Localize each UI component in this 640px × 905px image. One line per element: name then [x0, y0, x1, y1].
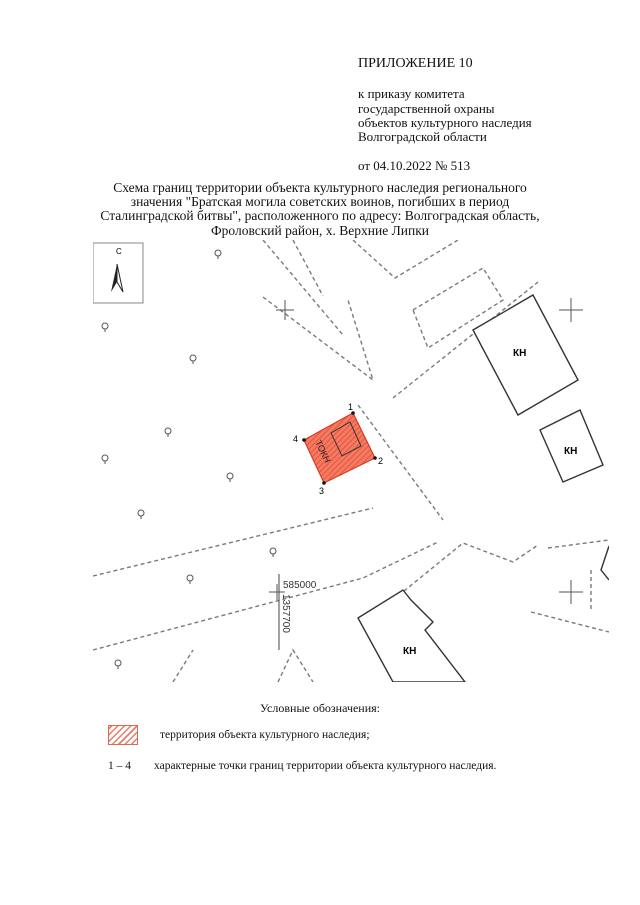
- point-label: 4: [293, 434, 299, 444]
- scheme-title-line: Сталинградской битвы", расположенного по адресу: Волгоградская область,: [100, 208, 540, 224]
- point-label: 1: [348, 402, 354, 412]
- legend-points: [108, 760, 496, 772]
- north-label: С: [116, 247, 122, 256]
- building-label: КН: [513, 348, 527, 359]
- point-label: 3: [319, 486, 325, 496]
- building-label: КН: [403, 646, 417, 657]
- coord-y-label: 1357700: [280, 594, 291, 633]
- scheme-title-line: значения "Братская могила советских воинов, погибших в период: [130, 194, 510, 210]
- legend-territory-text: территория объекта культурного наследия;: [160, 729, 370, 741]
- appendix-line: к приказу комитета: [358, 86, 465, 102]
- coord-x-label: 585000: [283, 580, 317, 591]
- legend-title: Условные обозначения:: [259, 701, 381, 715]
- scheme-title: [60, 181, 580, 238]
- legend-territory: [108, 725, 370, 745]
- appendix-header: [358, 56, 532, 173]
- legend-points-text: характерные точки границ территории объекта культурного наследия.: [154, 760, 497, 772]
- legend-points-range: 1 – 4: [108, 760, 131, 772]
- building-label: КН: [564, 446, 578, 457]
- north-arrow: [93, 243, 143, 303]
- scheme-title-line: Схема границ территории объекта культурного наследия регионального: [113, 180, 527, 195]
- scheme-title-line: Фроловский район, х. Верхние Липки: [210, 222, 430, 238]
- object-label: ТОКН: [313, 438, 333, 465]
- appendix-line: объектов культурного наследия: [358, 114, 532, 130]
- appendix-line: Волгоградской области: [358, 129, 487, 145]
- site-map: [93, 240, 609, 682]
- hatch-swatch-icon: [108, 725, 138, 745]
- point-label: 2: [378, 456, 384, 466]
- appendix-line: государственной охраны: [358, 100, 495, 116]
- order-date: от 04.10.2022 № 513: [358, 157, 471, 173]
- appendix-title: ПРИЛОЖЕНИЕ 10: [358, 56, 473, 71]
